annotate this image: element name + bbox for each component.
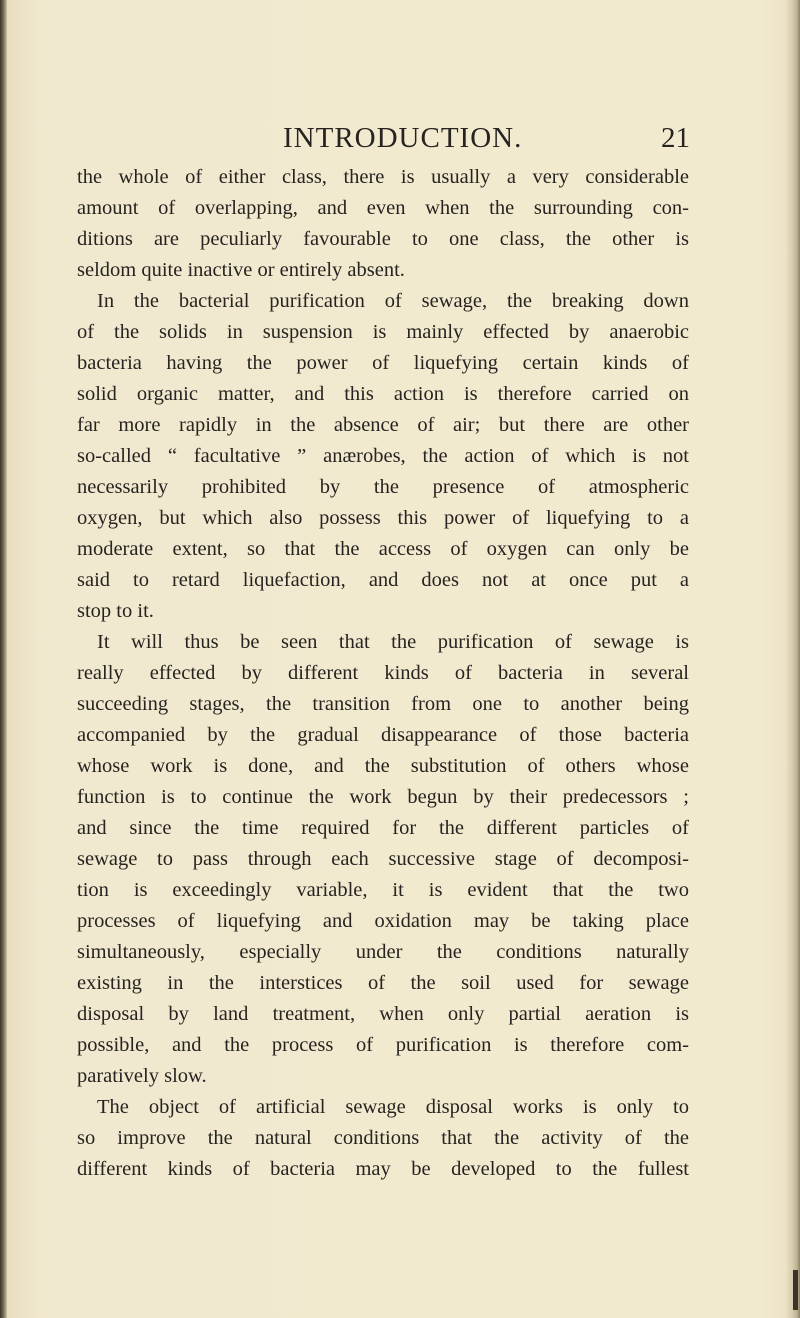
text-line: said to retard liquefaction, and does not at once put a [77,569,689,591]
text-line: and since the time required for the different particles of [77,817,689,839]
text-line: whose work is done, and the substitution of others whose [77,755,689,777]
text-line: It will thus be seen that the purification of sewage is [97,631,689,653]
text-line: simultaneously, especially under the conditions naturally [77,941,689,963]
text-line: the whole of either class, there is usually a very considerable [77,166,689,188]
text-line: bacteria having the power of liquefying certain kinds of [77,352,689,374]
text-line: amount of overlapping, and even when the surrounding con- [77,197,689,219]
text-line: solid organic matter, and this action is therefore carried on [77,383,689,405]
page-right-edge [786,0,800,1318]
text-line: paratively slow. [77,1065,207,1087]
text-line: so improve the natural conditions that the activity of the [77,1127,689,1149]
text-line: processes of liquefying and oxidation may be taking place [77,910,689,932]
text-line: function is to continue the work begun by their predecessors ; [77,786,689,808]
text-line: far more rapidly in the absence of air; but there are other [77,414,689,436]
text-line: possible, and the process of purification is therefore com- [77,1034,689,1056]
text-line: succeeding stages, the transition from one to another being [77,693,689,715]
page-edge-mark [793,1270,798,1310]
text-line: different kinds of bacteria may be developed to the fullest [77,1158,689,1180]
text-line: existing in the interstices of the soil used for sewage [77,972,689,994]
text-line: seldom quite inactive or entirely absent. [77,259,405,281]
running-head-title: INTRODUCTION. [283,122,523,154]
text-line: oxygen, but which also possess this power of liquefying to a [77,507,689,529]
running-head [0,118,800,158]
text-line: of the solids in suspension is mainly effected by anaerobic [77,321,689,343]
text-line: In the bacterial purification of sewage, the breaking down [97,290,689,312]
text-line: The object of artificial sewage disposal works is only to [97,1096,689,1118]
text-line: stop to it. [77,600,154,622]
text-line: really effected by different kinds of bacteria in several [77,662,689,684]
text-line: tion is exceedingly variable, it is evident that the two [77,879,689,901]
text-line: moderate extent, so that the access of oxygen can only be [77,538,689,560]
text-line: necessarily prohibited by the presence of atmospheric [77,476,689,498]
text-line: ditions are peculiarly favourable to one class, the other is [77,228,689,250]
text-line: disposal by land treatment, when only partial aeration is [77,1003,689,1025]
body-text [77,162,689,1185]
text-line: accompanied by the gradual disappearance of those bacteria [77,724,689,746]
page-number: 21 [661,122,690,154]
text-line: so-called “ facultative ” anærobes, the action of which is not [77,445,689,467]
text-line: sewage to pass through each successive stage of decomposi- [77,848,689,870]
page-left-edge [0,0,7,1318]
